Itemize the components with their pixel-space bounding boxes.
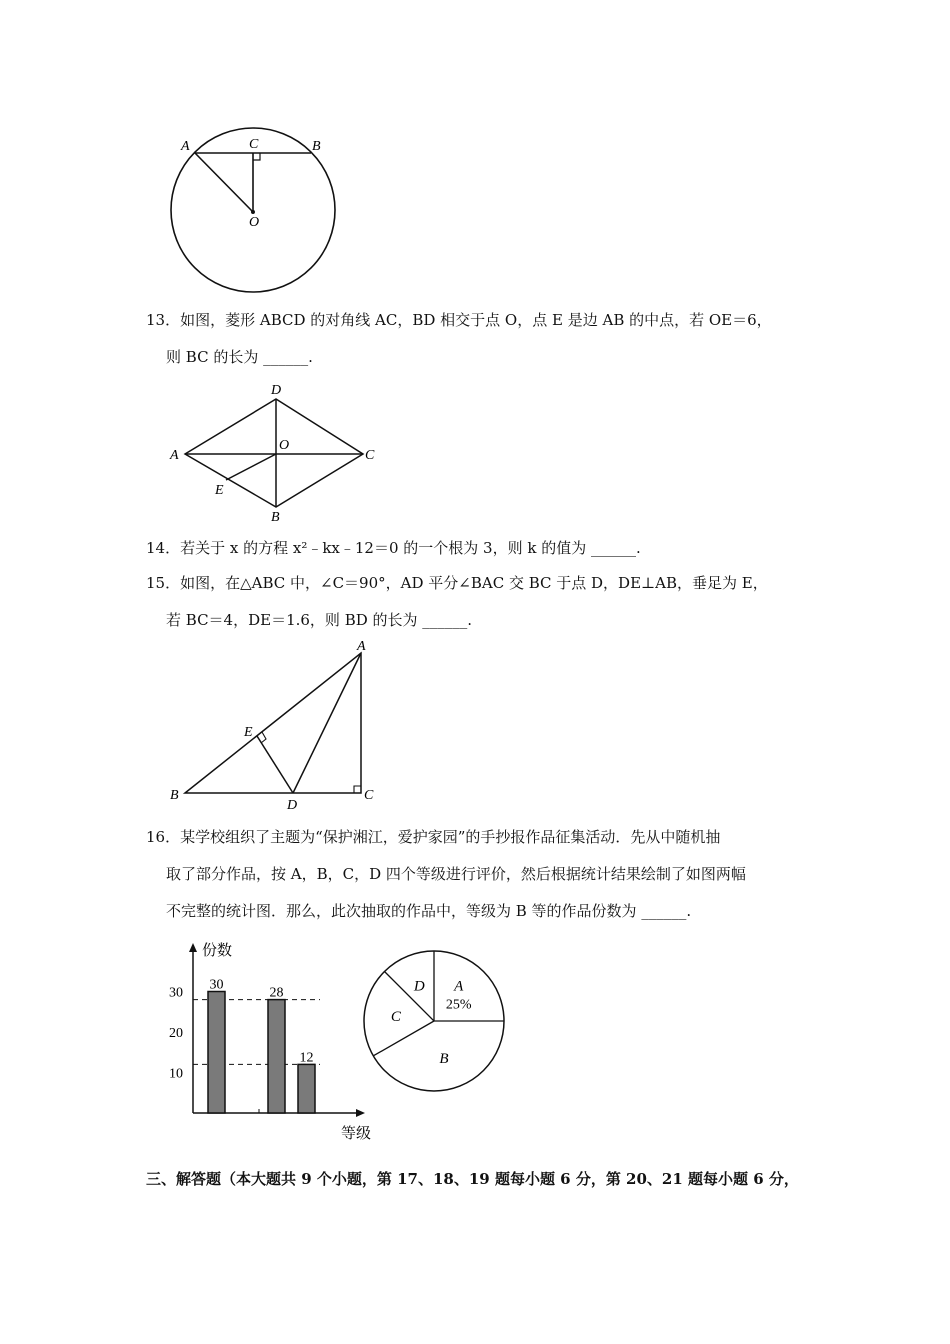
question-14-line1 bbox=[146, 538, 641, 558]
y-axis-label: 份数 bbox=[202, 941, 233, 959]
label-c: C bbox=[365, 448, 375, 463]
label-b: B bbox=[170, 788, 179, 803]
center-dot bbox=[251, 210, 255, 214]
circle-figure bbox=[160, 120, 350, 300]
pie-slice-percent: 25% bbox=[445, 997, 472, 1013]
label-b: B bbox=[312, 139, 321, 154]
bar-value-label: 28 bbox=[269, 985, 284, 1001]
pie-slice-label: B bbox=[439, 1051, 449, 1068]
bar bbox=[208, 992, 225, 1114]
segment-ad bbox=[293, 653, 361, 793]
question-13-line2: 则 BC 的长为 ______. bbox=[166, 348, 313, 366]
question-text: 某学校组织了主题为“保护湘江，爱护家园”的手抄报作品征集活动．先从中随机抽 bbox=[180, 828, 721, 846]
label-d: D bbox=[287, 798, 298, 813]
triangle-abc bbox=[185, 653, 361, 793]
rhombus-abcd bbox=[185, 399, 363, 507]
bar-chart bbox=[160, 935, 390, 1150]
question-number: 16． bbox=[146, 828, 181, 846]
right-angle-mark-c bbox=[354, 786, 361, 793]
bar-value-label: 12 bbox=[299, 1050, 314, 1066]
question-13-line1 bbox=[146, 310, 772, 330]
label-o: O bbox=[279, 438, 290, 453]
pie-chart bbox=[360, 945, 520, 1105]
question-number: 14． bbox=[146, 539, 181, 557]
y-tick-label: 10 bbox=[169, 1066, 183, 1082]
section-3-heading: 三、解答题（本大题共 9 个小题，第 17、18、19 题每小题 6 分，第 20、21 题每小题 6 分， bbox=[146, 1170, 799, 1188]
label-e: E bbox=[215, 483, 224, 498]
right-angle-mark-e bbox=[261, 732, 266, 743]
triangle-figure bbox=[160, 640, 390, 815]
bar bbox=[268, 1000, 285, 1113]
label-b: B bbox=[271, 510, 280, 524]
question-16-line1 bbox=[146, 827, 720, 847]
pie-slice-label: A bbox=[454, 978, 464, 995]
question-text: 若关于 x 的方程 x²﹣kx﹣12＝0 的一个根为 3，则 k 的值为 ______. bbox=[180, 539, 641, 557]
label-c: C bbox=[249, 137, 259, 152]
question-text: 如图，菱形 ABCD 的对角线 AC，BD 相交于点 O，点 E 是边 AB 的中点，若 OE＝6， bbox=[180, 311, 772, 329]
label-a: A bbox=[170, 448, 179, 463]
question-15-line1 bbox=[146, 573, 768, 593]
question-text: 如图，在△ABC 中，∠C＝90°，AD 平分∠BAC 交 BC 于点 D，DE⊥AB，垂足为 E， bbox=[180, 574, 768, 592]
pie-slice-edge bbox=[373, 1021, 434, 1056]
label-d: D bbox=[271, 383, 282, 398]
question-15-line2: 若 BC＝4，DE＝1.6，则 BD 的长为 ______. bbox=[166, 611, 473, 629]
segment-oe bbox=[226, 454, 276, 480]
y-tick-label: 30 bbox=[169, 985, 183, 1001]
x-axis-label: 等级 bbox=[341, 1124, 372, 1142]
label-a: A bbox=[181, 139, 190, 154]
question-16-line3: 不完整的统计图．那么，此次抽取的作品中，等级为 B 等的作品份数为 ______. bbox=[166, 902, 692, 920]
label-a: A bbox=[357, 640, 366, 654]
bar-value-label: 30 bbox=[209, 977, 224, 993]
question-number: 13． bbox=[146, 311, 181, 329]
x-axis-arrow bbox=[356, 1109, 365, 1117]
question-16-line2: 取了部分作品，按 A，B，C，D 四个等级进行评价，然后根据统计结果绘制了如图两幅 bbox=[166, 865, 746, 883]
right-angle-mark bbox=[253, 153, 260, 160]
y-tick-label: 20 bbox=[169, 1026, 183, 1041]
label-o: O bbox=[249, 215, 260, 230]
y-axis-arrow bbox=[189, 943, 197, 952]
pie-slice-label: C bbox=[390, 1008, 401, 1025]
segment-oa bbox=[195, 153, 253, 212]
label-e: E bbox=[244, 725, 253, 740]
question-number: 15． bbox=[146, 574, 181, 592]
pie-slice-label: D bbox=[413, 978, 425, 995]
label-c: C bbox=[364, 788, 374, 803]
bar bbox=[298, 1064, 315, 1113]
rhombus-figure bbox=[165, 378, 385, 524]
segment-de bbox=[257, 736, 293, 793]
